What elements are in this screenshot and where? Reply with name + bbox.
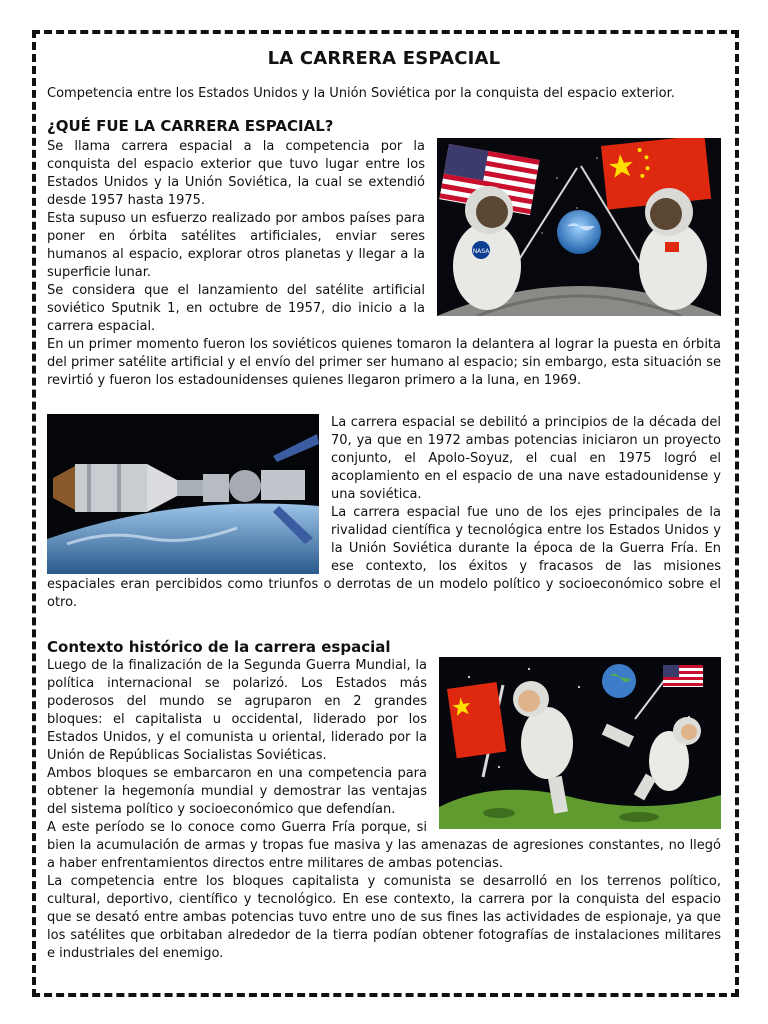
intro-text: Competencia entre los Estados Unidos y la Unión Soviética por la conquista del espacio exterior. (47, 86, 675, 101)
section-contexto (47, 657, 721, 963)
section-heading-que-fue: ¿QUÉ FUE LA CARRERA ESPACIAL? (47, 117, 334, 135)
paragraph: Esta supuso un esfuerzo realizado por ambos países para poner en órbita satélites artificiales, enviar seres humanos al espacio, explorar otros planetas y llegar a la superficie lunar. (47, 211, 425, 280)
paragraph: La carrera espacial fue uno de los ejes principales de la rivalidad científica y tecnológica entre los Estados Unidos y la Unión Soviética durante la época de la Guerra Fría. En ese contexto, los éxitos y fracasos de las misiones espaciales eran percibidos como triunfos o derrotas de un modelo político y socioeconómico sobre el otro. (47, 505, 721, 610)
astronauts-moon-cartoon-image (439, 657, 721, 829)
paragraph: La competencia entre los bloques capitalista y comunista se desarrolló en los terrenos político, cultural, deportivo, científico y tecnológico. En ese contexto, la carrera por la conquista del espacio que se desató entre ambas potencias tuvo entre uno de sus fines las actividades de espionaje, ya que los satélites que orbitaban alrededor de la tierra podían obtener fotografías de instalaciones militares e industriales del enemigo. (47, 874, 721, 961)
paragraph: Se llama carrera espacial a la competencia por la conquista del espacio exterior que tuvo lugar entre los Estados Unidos y la Unión Soviética, la cual se extendió desde 1957 hasta 1975. (47, 139, 425, 208)
paragraph: A este período se lo conoce como Guerra Fría porque, si bien la acumulación de armas y tropas fue masiva y las amenazas de agresiones constantes, no llegó a haber enfrentamientos directos entre militares de ambas potencias. (47, 820, 721, 871)
section-apolo-soyuz (47, 414, 721, 612)
paragraph: Se considera que el lanzamiento del satélite artificial soviético Sputnik 1, en octubre de 1957, dio inicio a la carrera espacial. (47, 283, 425, 334)
section-heading-contexto: Contexto histórico de la carrera espacial (47, 638, 391, 656)
nasa-logo-text: NASA (472, 248, 490, 255)
section-que-fue (47, 138, 721, 390)
document-page (47, 42, 721, 963)
paragraph: Ambos bloques se embarcaron en una competencia para obtener la hegemonía mundial y demostrar las ventajas del sistema político y socioeconómico que defendían. (47, 766, 427, 817)
paragraph: Luego de la finalización de la Segunda Guerra Mundial, la política internacional se polarizó. Los Estados más poderosos del mundo se agruparon en 2 grandes bloques: el capitalista u occidental, liderado por los Estados Unidos, y el comunista u oriental, liderado por la Unión de Repúblicas Socialistas Soviéticas. (47, 658, 427, 763)
paragraph: En un primer momento fueron los soviéticos quienes tomaron la delantera al lograr la puesta en órbita del primer satélite artificial y el envío del primer ser humano al espacio; sin embargo, esta situación se revirtió y fueron los estadounidenses quienes llegaron primero a la luna, en 1969. (47, 337, 721, 388)
astronauts-flags-image (437, 138, 721, 316)
apollo-soyuz-docking-image (47, 414, 319, 574)
page-title: LA CARRERA ESPACIAL (267, 48, 501, 69)
paragraph: La carrera espacial se debilitó a principios de la década del 70, ya que en 1972 ambas potencias iniciaron un proyecto conjunto, el Apolo-Soyuz, el cual en 1975 logró el acoplamiento en el espacio de una nave estadounidense y una soviética. (331, 415, 721, 502)
